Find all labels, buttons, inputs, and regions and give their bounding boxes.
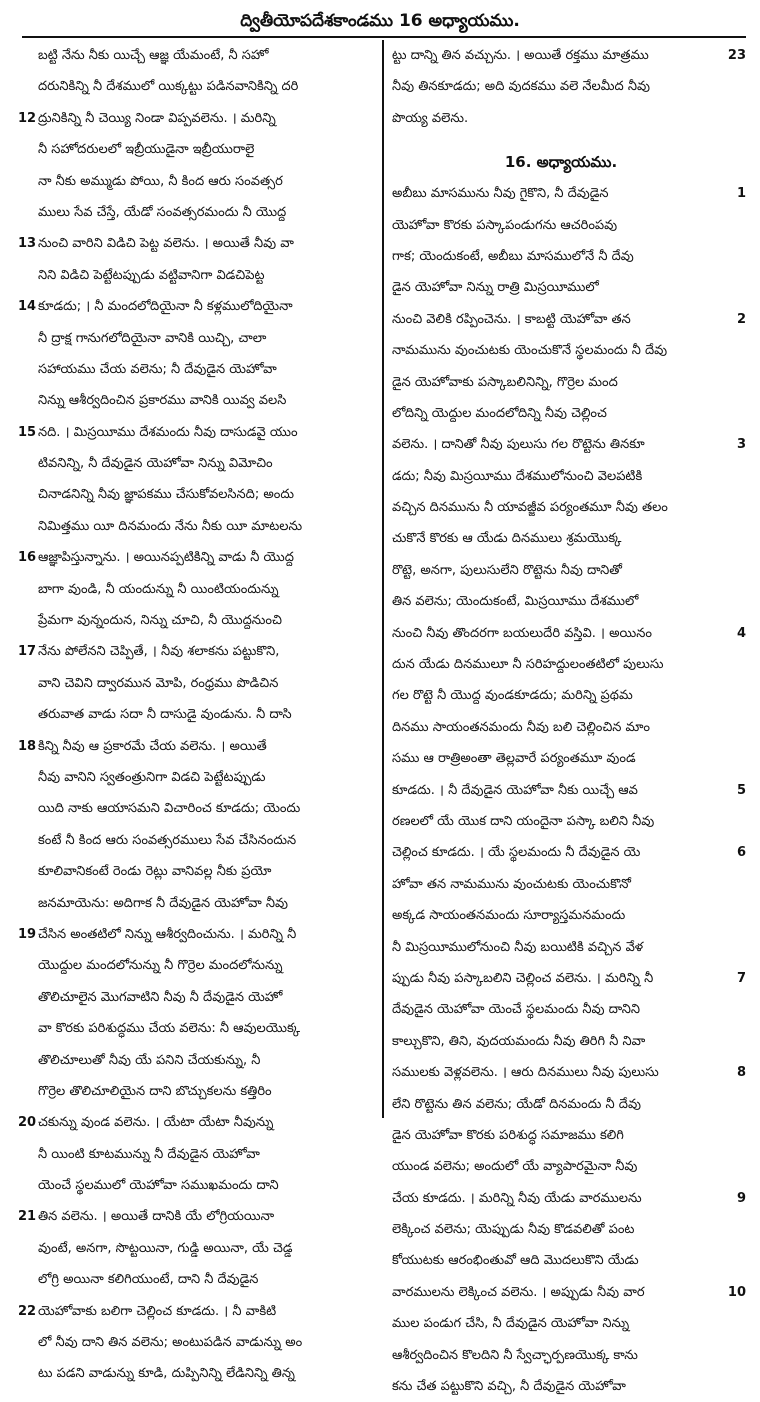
text-line <box>38 950 376 981</box>
verse-number: 14 <box>18 299 37 315</box>
text-line <box>38 260 376 291</box>
text-line <box>38 1264 376 1295</box>
text-line <box>392 869 730 900</box>
line-text: ఆశీర్వదించిన కొలదిని నీ స్వేచ్ఛార్పణయొక్క కాను <box>392 1347 638 1363</box>
text-line <box>392 1277 746 1308</box>
verse-number: 12 <box>18 110 37 126</box>
line-text: వారములను లెక్కించ వలెను. । అప్పుడు నీవు వార <box>392 1284 645 1300</box>
line-text: దున యేడు దినములూ నీ సరిహద్దులంతటిలో పులుసు <box>392 657 664 673</box>
text-line <box>392 304 746 335</box>
line-text: నీ యింటి కూటమున్ను నీ దేవుడైన యెహోవా <box>38 1146 260 1162</box>
verse-number: 5 <box>736 782 746 798</box>
text-line <box>392 367 730 398</box>
text-line <box>38 1327 376 1358</box>
line-text: యెంచే స్థలములో యెహోవా సముఖమందు దాని <box>38 1178 279 1194</box>
line-text: నీ మిస్రయీములోనుంచి నీవు బయిటికి వచ్చిన వేళ <box>392 939 644 955</box>
text-line <box>392 1183 746 1214</box>
line-text: హోవా తన నామమును వుంచుటకు యెంచుకొనో <box>392 876 631 892</box>
line-text: కాల్చుకొని, తిని, వుదయమందు నీవు తిరిగి నీ నివా <box>392 1033 646 1049</box>
text-line <box>392 103 730 134</box>
line-text: లో నీవు దాని తిన వలెను; అంటుపడిన వాడున్ను అం <box>38 1335 303 1351</box>
line-text: వలెను. । దానితో నీవు పులుసు గల రొట్టెను తినకూ <box>392 437 645 453</box>
text-line <box>18 542 376 573</box>
text-line <box>392 775 746 806</box>
text-columns <box>18 40 746 1395</box>
text-line <box>38 479 376 510</box>
text-line <box>392 1245 730 1276</box>
verse-number: 20 <box>18 1115 37 1131</box>
text-line <box>392 586 730 617</box>
line-text: నది. । మిస్రయీము దేశమందు నీవు దాసుడవై యుం <box>38 424 298 440</box>
text-line <box>18 1201 376 1232</box>
verse-number: 2 <box>736 311 746 327</box>
chapter-heading: 16. అధ్యాయము. <box>504 153 618 172</box>
verse-number: 4 <box>736 625 746 641</box>
text-line <box>392 1057 746 1088</box>
text-line <box>392 837 746 868</box>
line-text: తరువాత వాడు సదా నీ దాసుడై వుండును. నీ దాసి <box>38 707 292 723</box>
line-text: కూలివానికంటే రెండు రెట్లు వానివల్ల నీకు ప్రయో <box>38 864 272 880</box>
line-text: చేయ కూడదు. । మరిన్ని నీవు యేడు వారములను <box>392 1190 642 1206</box>
line-text: నుంచి వారిని విడిచి పెట్ట వలెను. । అయితే నీవు వా <box>38 236 294 252</box>
text-line <box>392 492 730 523</box>
text-line <box>38 668 376 699</box>
text-line <box>392 241 730 272</box>
text-line <box>392 743 730 774</box>
line-text: కూడదు; । నీ మందలోదియైనా నీ కళ్లములోదియైనా <box>38 299 293 315</box>
text-line <box>392 555 730 586</box>
line-text: నిన్ను ఆశీర్వదించిన ప్రకారము వానికి యివ్వ వలసి <box>38 393 287 409</box>
line-text: నుంచి నీవు తొందరగా బయలుదేరి వస్తివి. । అయినం <box>392 625 652 641</box>
text-line <box>38 888 376 919</box>
right-column <box>384 40 746 1395</box>
verse-number: 16 <box>18 550 37 566</box>
line-text: ముల పండుగ చేసి, నీ దేవుడైన యెహోవా నిన్ను <box>392 1316 630 1332</box>
text-line <box>18 1107 376 1138</box>
line-text: యిది నాకు ఆయాసమని విచారించ కూడదు; యెందు <box>38 801 301 817</box>
right-column-continuation <box>392 40 746 134</box>
right-column-body <box>392 178 746 1402</box>
line-text: నా నీకు అమ్ముడు పోయి, నీ కింద ఆరు సంవత్సర <box>38 173 283 189</box>
line-text: సములకు వెళ్లవలెను. । ఆరు దినములు నీవు పులుసు <box>392 1065 659 1081</box>
line-text: నీవు వానిని స్వతంత్రునిగా విడచి పెట్టేటప్పుడు <box>38 769 266 785</box>
line-text: దేవుడైన యెహోవా యెంచే స్థలమందు నీవు దానిని <box>392 1002 641 1018</box>
text-line <box>38 1233 376 1264</box>
page-header: ద్వితీయోపదేశకాండము 16 అధ్యాయము. <box>240 11 520 31</box>
text-line <box>18 291 376 322</box>
verse-number: 13 <box>18 236 37 252</box>
line-text: లెక్కించ వలెను; యెప్పుడు నీవు కొడవలితో పంట <box>392 1222 635 1238</box>
text-line <box>38 605 376 636</box>
line-text: చకున్ను వుండ వలెను. । యేటా యేటా నీవున్ను <box>38 1115 274 1131</box>
text-line <box>38 1045 376 1076</box>
text-line <box>38 385 376 416</box>
text-line <box>392 1308 730 1339</box>
line-text: సము ఆ రాత్రిఅంతా తెల్లవారే పర్యంతమూ వుండ <box>392 751 636 767</box>
line-text: లోదిన్ని యెద్దుల మందలోదిన్ని నీవు చెల్లించ <box>392 405 607 421</box>
line-text: నీవు తినకూడదు; అది వుదకము వలె నేలమీద నీవు <box>392 79 650 95</box>
text-line <box>38 166 376 197</box>
line-text: యెహోవా కొరకు పస్కాపండుగను ఆచరింపవు <box>392 217 618 233</box>
line-text: నామమును వుంచుటకు యెంచుకొనే స్థలమందు నీ దేవు <box>392 343 668 359</box>
line-text: డైన యెహోవా కొరకు పరిశుద్ధ సమాజము కలిగి <box>392 1127 624 1143</box>
line-text: ఆజ్ఞాపిస్తున్నాను. । అయినప్పటికిన్ని వాడు నీ యొద్ద <box>38 550 294 566</box>
line-text: చినాడనిన్ని నీవు జ్ఞాపకము చేసుకోవలసినది; అందు <box>38 487 295 503</box>
text-line <box>18 636 376 667</box>
verse-number: 3 <box>736 437 746 453</box>
text-line <box>392 429 746 460</box>
line-text: డదు; నీవు మిస్రయీము దేశములోనుంచి వెలపటికి <box>392 468 643 484</box>
line-text: వాని చెవిని ద్వారమున మోపి, రంధ్రము పొడిచిన <box>38 675 279 691</box>
line-text: గొర్రెల తొలిచూలియైన దాని బొచ్చుకలను కత్తిరిం <box>38 1083 272 1099</box>
line-text: దరునికిన్ని నీ దేశములో యిక్కట్టు పడినవానికిన్ని దరి <box>38 79 299 95</box>
line-text: ప్పుడు నీవు పస్కాబలిని చెల్లించ వలెను. । మరిన్ని నీ <box>392 970 654 986</box>
text-line <box>392 335 730 366</box>
text-line <box>392 649 730 680</box>
verse-number: 1 <box>736 186 746 202</box>
verse-number: 18 <box>18 738 37 754</box>
verse-number: 21 <box>18 1209 37 1225</box>
text-line <box>18 1296 376 1327</box>
line-text: వా కొరకు పరిశుద్ధము చేయ వలెను: నీ ఆవులయొక్క <box>38 1021 301 1037</box>
verse-number: 15 <box>18 424 37 440</box>
line-text: రణలలో యే యొక దాని యందైనా పస్కా బలిని నీవు <box>392 813 655 829</box>
text-line <box>18 417 376 448</box>
verse-number: 6 <box>736 845 746 861</box>
verse-number: 23 <box>727 48 746 63</box>
text-line <box>38 448 376 479</box>
text-line <box>18 228 376 259</box>
text-line <box>392 210 730 241</box>
line-text: పొయ్య వలెను. <box>392 110 469 126</box>
line-text: కూడదు. । నీ దేవుడైన యెహోవా నీకు యిచ్చే ఆవ <box>392 782 638 798</box>
text-line <box>392 806 730 837</box>
text-line <box>392 398 730 429</box>
text-line <box>392 900 730 931</box>
text-line <box>38 1139 376 1170</box>
line-text: ములు సేవ చేస్తే, యేడో సంవత్సరమందు నీ యొద్ద <box>38 204 287 220</box>
line-text: అబీబు మాసమును నీవు గైకొని, నీ దేవుడైన <box>392 186 609 202</box>
line-text: తిన వలెను; యెందుకంటే, మిస్రయీము దేశములో <box>392 594 639 610</box>
text-line <box>38 793 376 824</box>
text-line <box>392 1340 730 1371</box>
line-text: కోయుటకు ఆరంభింతువో ఆది మొదలుకొని యేడు <box>392 1253 639 1269</box>
verse-number: 10 <box>727 1284 746 1300</box>
text-line <box>392 1089 730 1120</box>
line-text: వుంటే, అనగా, సొట్టయినా, గుడ్డి అయినా, యే చెడ్డ <box>38 1240 293 1256</box>
line-text: అక్కడ సాయంతనమందు సూర్యాస్తమనమందు <box>392 908 626 924</box>
verse-number: 17 <box>18 644 37 660</box>
text-line <box>38 1170 376 1201</box>
line-text: కిన్ని నీవు ఆ ప్రకారమే చేయ వలెను. । అయితే <box>38 738 267 754</box>
line-text: నుంచి వెలికి రప్పించెను. । కాబట్టి యెహోవా తన <box>392 311 631 327</box>
line-text: చేసిన అంతటిలో నిన్ను ఆశీర్వదించును. । మరిన్ని నీ <box>38 926 297 942</box>
text-line <box>38 197 376 228</box>
line-text: లేని రొట్టెను తిన వలెను; యేడో దినమందు నీ దేవు <box>392 1096 641 1112</box>
text-line <box>38 699 376 730</box>
line-text: ద్రునికిన్ని నీ చెయ్యి నిండా విప్పవలెను. । మరిన్ని <box>38 110 276 126</box>
line-text: కను చేత పట్టుకొని వచ్చి, నీ దేవుడైన యెహోవా <box>392 1379 626 1395</box>
text-line <box>38 982 376 1013</box>
text-line <box>392 461 730 492</box>
text-line <box>18 919 376 950</box>
line-text: ప్రేమగా వున్నందున, నిన్ను చూచి, నీ యొద్దనుంచి <box>38 613 282 629</box>
text-line <box>392 1214 730 1245</box>
line-text: వచ్చిన దినమును నీ యావజ్జీవ పర్యంతమూ నీవు తలం <box>392 500 668 516</box>
text-line <box>38 40 376 71</box>
text-line <box>38 134 376 165</box>
text-line <box>38 856 376 887</box>
verse-number: 7 <box>736 970 746 986</box>
line-text: సహాయము చేయ వలెను; నీ దేవుడైన యెహోవా <box>38 361 277 377</box>
line-text: నేను పోలేనని చెప్పితే, । నీవు శలాకను పట్టుకొని, <box>38 644 280 660</box>
line-text: యుండ వలెను; అందులో యే వ్యాపారమైనా నీవు <box>392 1159 638 1175</box>
text-line <box>392 40 746 71</box>
text-line <box>392 1120 730 1151</box>
text-line <box>38 71 376 102</box>
text-line <box>38 511 376 542</box>
text-line <box>392 618 746 649</box>
text-line <box>392 963 746 994</box>
text-line <box>392 1026 730 1057</box>
text-line <box>38 323 376 354</box>
text-line <box>392 680 730 711</box>
line-text: కంటే నీ కింద ఆరు సంవత్సరములు సేవ చేసినందున <box>38 832 297 848</box>
text-line <box>392 994 730 1025</box>
line-text: నిని విడిచి పెట్టేటప్పుడు వట్టివానిగా విడచిపెట్ట <box>38 267 265 283</box>
line-text: గాక; యెందుకంటే, అబీబు మాసములోనే నీ దేవు <box>392 248 634 264</box>
line-text: గల రొట్టె నీ యొద్ద వుండకూడదు; మరిన్ని ప్రథమ <box>392 688 633 704</box>
text-line <box>38 354 376 385</box>
header-rule <box>22 36 746 38</box>
line-text: యొద్దుల మందలోనున్ను నీ గొర్రెల మందలోనున్ను <box>38 958 283 974</box>
line-text: లోగ్రి అయినా కలిగియుంటే, దాని నీ దేవుడైన <box>38 1272 259 1288</box>
line-text: రొట్టె, అనగా, పులుసులేని రొట్టెను నీవు దానితో <box>392 562 622 578</box>
line-text: యెహోవాకు బలిగా చెల్లించ కూడదు. । నీ వాకిటి <box>38 1303 277 1319</box>
verse-number: 19 <box>18 926 37 942</box>
text-line <box>392 1151 730 1182</box>
left-column <box>18 40 382 1382</box>
text-line <box>392 1371 730 1402</box>
text-line <box>392 178 746 209</box>
line-text: చెల్లించ కూడదు. । యే స్థలమందు నీ దేవుడైన యె <box>392 845 641 861</box>
line-text: దినము సాయంతనమందు నీవు బలి చెల్లించిన మాం <box>392 719 650 735</box>
line-text: తిన వలెను. । అయితే దానికి యే లోగ్రియయినా <box>38 1209 275 1225</box>
text-line <box>38 1358 376 1389</box>
line-text: టివనిన్ని, నీ దేవుడైన యెహోవా నిన్ను విమోచిం <box>38 456 273 472</box>
verse-number: 9 <box>736 1190 746 1206</box>
text-line <box>392 272 730 303</box>
line-text: డైన యెహోవాకు పస్కాబలినిన్ని, గొర్రెల మంద <box>392 374 618 390</box>
line-text: తొలిచూలుతో నీవు యే పనిని చేయకున్ను, నీ <box>38 1052 261 1068</box>
text-line <box>38 825 376 856</box>
verse-number: 8 <box>736 1065 746 1081</box>
line-text: డైన యెహోవా నిన్ను రాత్రి మిస్రయీములో <box>392 280 599 296</box>
line-text: బట్టి నేను నీకు యిచ్చే ఆజ్ఞ యేమంటే, నీ సహో <box>38 48 269 63</box>
verse-number: 22 <box>18 1303 37 1319</box>
line-text: ట్టు దాన్ని తిన వచ్చును. । అయితే రక్తము మాత్రము <box>392 48 649 63</box>
text-line <box>38 762 376 793</box>
text-line <box>18 731 376 762</box>
text-line <box>38 1013 376 1044</box>
line-text: నిమిత్తము యీ దినమందు నేను నీకు యీ మాటలను <box>38 518 303 534</box>
line-text: నీ సహోదరులలో ఇబ్రీయుడైనా ఇబ్రీయురాలై <box>38 142 255 158</box>
line-text: టు పడని వాడున్ను కూడి, దుప్పినిన్ని లేడినిన్ని తిన్న <box>38 1366 295 1382</box>
line-text: జనమాయెను: అదిగాక నీ దేవుడైన యెహోవా నీవు <box>38 895 288 911</box>
line-text: చుకొనే కొరకు ఆ యేడు దినములు శ్రమయొక్క <box>392 531 622 547</box>
text-line <box>392 712 730 743</box>
text-line <box>392 71 730 102</box>
line-text: తొలిచూలైన మొగవాటిని నీవు నీ దేవుడైన యెహో <box>38 989 283 1005</box>
text-line <box>18 103 376 134</box>
line-text: నీ ద్రాక్ష గానుగలోదియైనా వానికి యిచ్చి, చాలా <box>38 330 267 346</box>
text-line <box>38 1076 376 1107</box>
text-line <box>392 523 730 554</box>
text-line <box>392 932 730 963</box>
text-line <box>38 574 376 605</box>
line-text: బాగా వుండి, నీ యందున్ను నీ యింటియందున్ను <box>38 581 279 597</box>
